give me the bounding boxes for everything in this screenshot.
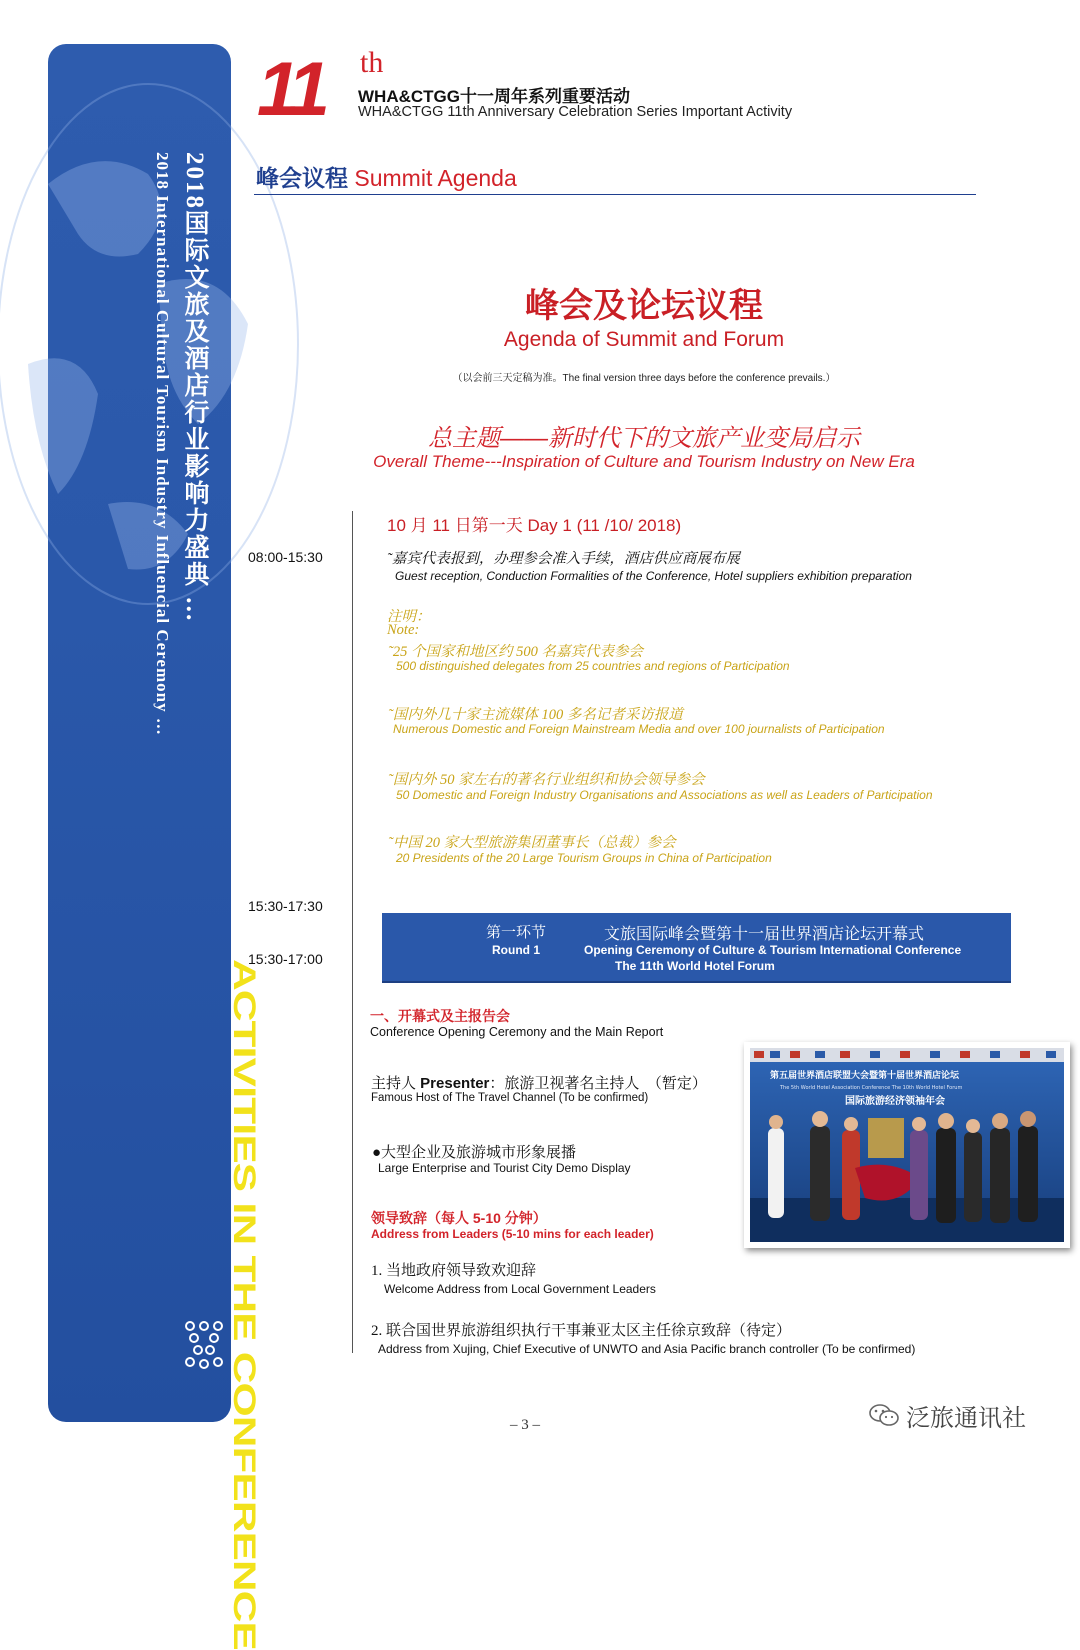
round-title-en-line2: The 11th World Hotel Forum <box>615 959 775 973</box>
anniversary-suffix: th <box>360 46 384 79</box>
time-slot-2: 15:30-17:30 <box>248 898 323 914</box>
section-title <box>256 160 517 193</box>
presenter-en: Famous Host of The Travel Channel (To be confirmed) <box>371 1092 649 1104</box>
agenda-title-en: Agenda of Summit and Forum <box>503 328 785 351</box>
presenter-line <box>371 1072 707 1093</box>
presenter-label: Presenter <box>420 1075 490 1092</box>
section-title-en: Summit Agenda <box>354 165 517 191</box>
address-item-1-en: Welcome Address from Local Government Leaders <box>384 1282 656 1296</box>
registration-en: Guest reception, Conduction Formalities of the Conference, Hotel suppliers exhibition preparation <box>395 569 912 583</box>
page-number: – 3 – <box>510 1417 540 1433</box>
ceremony-photo <box>744 1042 1070 1248</box>
note-item-en: 500 distinguished delegates from 25 countries and regions of Participation <box>396 659 790 673</box>
sidebar-title-en: 2018 International Cultural Tourism Industry Influencial Ceremony … <box>153 152 172 736</box>
leaders-heading-cn: 领导致辞（每人 5-10 分钟） <box>371 1210 547 1226</box>
theme-cn: 总主题——新时代下的文旅产业变局启示 <box>428 425 860 452</box>
note-item-cn: ˜国内外 50 家左右的著名行业组织和协会领导参会 <box>388 772 705 788</box>
registration-cn: ˜嘉宾代表报到，办理参会准入手续，酒店供应商展布展 <box>387 551 740 567</box>
sidebar-activities-label: ACTIVITIES IN THE CONFERENCE <box>226 959 262 1650</box>
ceremony-photo-image <box>750 1048 1064 1242</box>
agenda-title-cn: 峰会及论坛议程 <box>525 288 763 325</box>
sidebar-title-cn: 2018国际文旅及酒店行业影响力盛典 … <box>181 152 208 624</box>
sidebar-panel <box>48 44 262 1650</box>
time-slot-1: 08:00-15:30 <box>248 549 323 565</box>
presenter-cn-b: ：旅游卫视著名主持人 （暂定） <box>489 1076 707 1092</box>
section-title-cn: 峰会议程 <box>256 165 348 191</box>
note-label-cn: 注明： <box>387 609 431 625</box>
round-label-en: Round 1 <box>492 943 540 957</box>
note-item-en: 20 Presidents of the 20 Large Tourism Groups in China of Participation <box>396 851 772 865</box>
opening-heading-cn: 一、开幕式及主报告会 <box>370 1008 510 1024</box>
round-label-cn: 第一环节 <box>486 924 547 941</box>
time-slot-3: 15:30-17:00 <box>248 951 323 967</box>
section-divider <box>254 194 976 195</box>
round-banner <box>382 913 1011 983</box>
photo-banner-line3: 国际旅游经济领袖年会 <box>845 1096 945 1107</box>
header-title-cn: WHA&CTGG十一周年系列重要活动 <box>358 87 630 106</box>
note-label-en: Note: <box>387 622 420 638</box>
wechat-icon <box>868 1402 900 1428</box>
dotted-logo-icon <box>184 1320 224 1372</box>
photo-banner-line1: 第五届世界酒店联盟大会暨第十届世界酒店论坛 <box>770 1071 960 1081</box>
display-cn: ●大型企业及旅游城市形象展播 <box>372 1145 577 1161</box>
timeline-line <box>352 511 353 1353</box>
leaders-heading-en: Address from Leaders (5-10 mins for each leader) <box>371 1227 654 1241</box>
agenda-note: （以会前三天定稿为准。The final version three days before the conference prevails.） <box>452 373 836 384</box>
round-title-cn: 文旅国际峰会暨第十一届世界酒店论坛开幕式 <box>604 926 925 943</box>
note-item-cn: ˜25 个国家和地区约 500 名嘉宾代表参会 <box>388 644 643 660</box>
theme-en: Overall Theme---Inspiration of Culture and Tourism Industry on New Era <box>373 452 915 471</box>
note-item-en: Numerous Domestic and Foreign Mainstream Media and over 100 journalists of Participation <box>393 722 885 736</box>
presenter-cn-a: 主持人 <box>371 1075 421 1092</box>
anniversary-number: 11 <box>257 47 324 132</box>
note-item-cn: ˜国内外几十家主流媒体 100 多名记者采访报道 <box>388 707 683 723</box>
wechat-account-name: 泛旅通讯社 <box>906 1405 1026 1432</box>
note-item-en: 50 Domestic and Foreign Industry Organisations and Associations as well as Leaders of Participation <box>396 788 933 802</box>
header-title-en: WHA&CTGG 11th Anniversary Celebration Series Important Activity <box>358 104 793 120</box>
address-item-2-cn: 2. 联合国世界旅游组织执行干事兼亚太区主任徐京致辞（待定） <box>371 1323 792 1339</box>
photo-banner-line2: The 5th World Hotel Association Conference The 10th World Hotel Forum <box>780 1085 963 1091</box>
round-title-en-line1: Opening Ceremony of Culture & Tourism International Conference <box>584 943 962 957</box>
display-en: Large Enterprise and Tourist City Demo Display <box>378 1161 631 1175</box>
address-item-2-en: Address from Xujing, Chief Executive of UNWTO and Asia Pacific branch controller (To be confirmed) <box>378 1342 916 1356</box>
address-item-1-cn: 1. 当地政府领导致欢迎辞 <box>371 1263 537 1279</box>
day1-heading: 10 月 11 日第一天 Day 1 (11 /10/ 2018) <box>387 516 682 535</box>
opening-heading-en: Conference Opening Ceremony and the Main Report <box>370 1025 664 1039</box>
note-item-cn: ˜中国 20 家大型旅游集团董事长（总裁）参会 <box>388 835 676 851</box>
